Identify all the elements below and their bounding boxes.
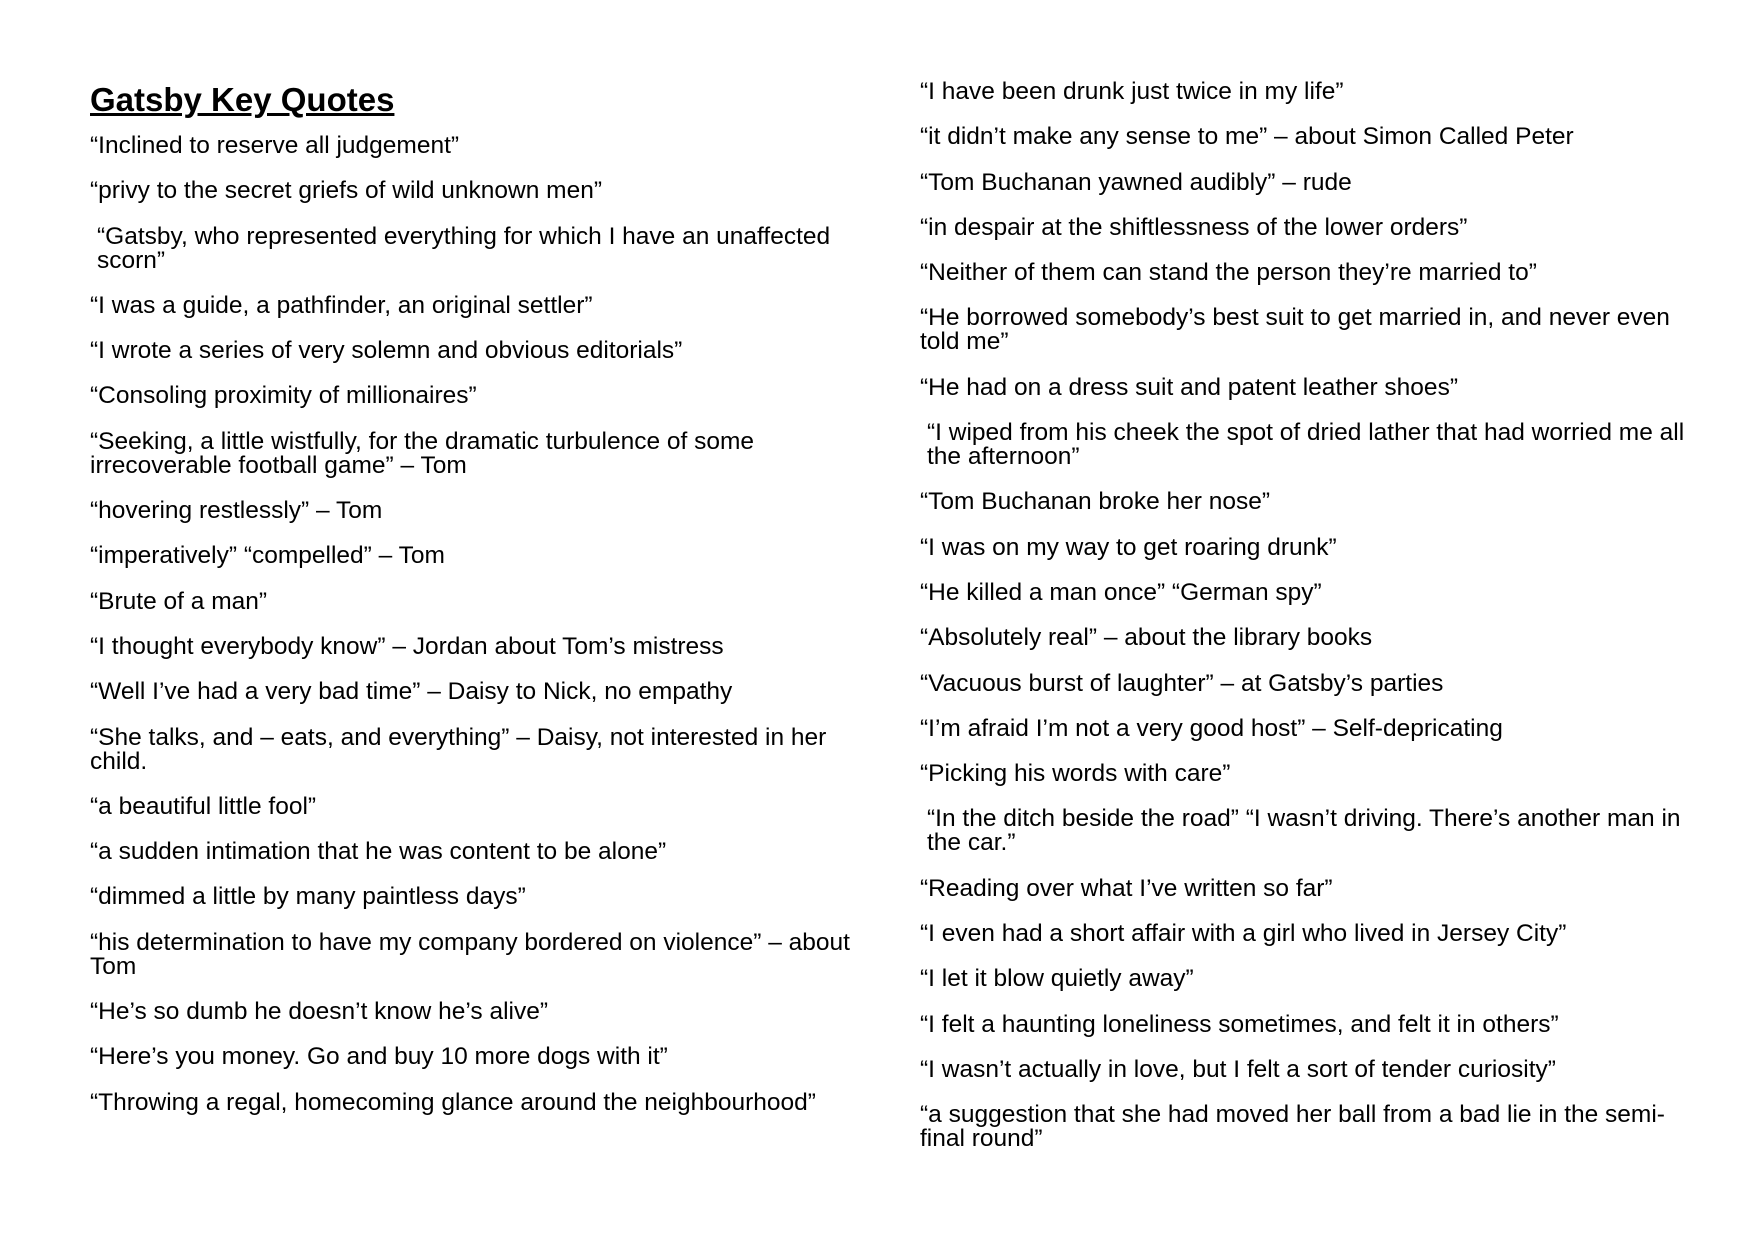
quote-item: “I was a guide, a pathfinder, an original settler” <box>90 291 593 319</box>
quote-item: “Gatsby, who represented everything for which I have an unaffected scorn” <box>97 222 831 274</box>
quote-item: “I wasn’t actually in love, but I felt a sort of tender curiosity” <box>920 1055 1556 1083</box>
quote-item: “Picking his words with care” <box>920 760 1231 788</box>
quote-item: “I’m afraid I’m not a very good host” – Self-depricating <box>920 714 1503 742</box>
quote-item: “imperatively” “compelled” – Tom <box>90 542 445 570</box>
quote-item: “it didn’t make any sense to me” – about Simon Called Peter <box>920 123 1574 151</box>
quote-item: “Throwing a regal, homecoming glance around the neighbourhood” <box>90 1088 816 1116</box>
quote-item: “He’s so dumb he doesn’t know he’s alive” <box>90 998 549 1026</box>
quote-item: “He killed a man once” “German spy” <box>920 578 1322 606</box>
quote-item: “Reading over what I’ve written so far” <box>920 874 1333 902</box>
quote-item: “a beautiful little fool” <box>90 792 317 820</box>
quote-item: “I have been drunk just twice in my life” <box>920 78 1344 105</box>
quote-item: “Vacuous burst of laughter” – at Gatsby’s parties <box>920 669 1444 697</box>
quote-item: “In the ditch beside the road” “I wasn’t driving. There’s another man in the car.” <box>927 805 1681 857</box>
quote-item: “She talks, and – eats, and everything” – Daisy, not interested in her child. <box>90 723 827 775</box>
quote-item: “a suggestion that she had moved her ball from a bad lie in the semi-final round” <box>920 1101 1665 1153</box>
quote-item: “Inclined to reserve all judgement” <box>90 132 460 159</box>
quote-item: “I felt a haunting loneliness sometimes, and felt it in others” <box>920 1010 1559 1038</box>
quote-item: “privy to the secret griefs of wild unknown men” <box>90 177 602 205</box>
quote-item: “Brute of a man” <box>90 587 268 615</box>
quote-item: “I wrote a series of very solemn and obvious editorials” <box>90 337 683 365</box>
quote-item: “He had on a dress suit and patent leather shoes” <box>920 373 1458 401</box>
quote-item: “dimmed a little by many paintless days” <box>90 883 526 911</box>
quote-item: “I let it blow quietly away” <box>920 965 1194 993</box>
quote-item: “Here’s you money. Go and buy 10 more dogs with it” <box>90 1043 668 1071</box>
quote-item: “Consoling proximity of millionaires” <box>90 382 477 410</box>
quote-item: “a sudden intimation that he was content to be alone” <box>90 838 667 866</box>
quote-item: “Neither of them can stand the person they’re married to” <box>920 259 1537 287</box>
quote-item: “I was on my way to get roaring drunk” <box>920 533 1337 561</box>
page-title: Gatsby Key Quotes <box>90 81 395 118</box>
right-quote-list <box>920 80 1700 1173</box>
quote-item: “I thought everybody know” – Jordan about Tom’s mistress <box>90 632 724 660</box>
quote-item: “his determination to have my company bordered on violence” – about Tom <box>90 928 850 980</box>
quote-item: “Tom Buchanan yawned audibly” – rude <box>920 168 1352 196</box>
quote-item: “hovering restlessly” – Tom <box>90 497 383 525</box>
quote-item: “Absolutely real” – about the library books <box>920 624 1373 652</box>
quote-item: “Tom Buchanan broke her nose” <box>920 488 1270 516</box>
quote-item: “Seeking, a little wistfully, for the dramatic turbulence of some irrecoverable football game” – Tom <box>90 427 755 479</box>
quote-item: “I wiped from his cheek the spot of dried lather that had worried me all the afternoon” <box>927 419 1685 471</box>
quote-item: “He borrowed somebody’s best suit to get married in, and never even told me” <box>920 304 1670 356</box>
quote-item: “in despair at the shiftlessness of the lower orders” <box>920 213 1468 241</box>
quote-item: “I even had a short affair with a girl who lived in Jersey City” <box>920 920 1567 948</box>
left-quote-list <box>90 134 860 1160</box>
quote-item: “Well I’ve had a very bad time” – Daisy to Nick, no empathy <box>90 678 733 706</box>
